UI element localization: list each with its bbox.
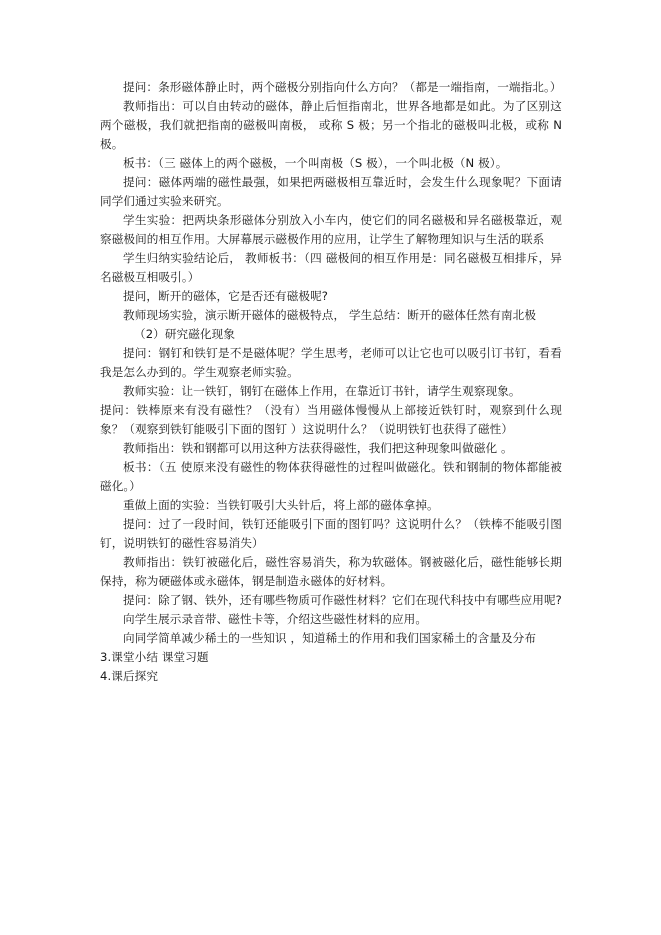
document-body bbox=[100, 78, 562, 686]
paragraph: 教师指出：铁和钢都可以用这种方法获得磁性，我们把这种现象叫做磁化 。 bbox=[123, 441, 513, 455]
paragraph: 提问，断开的磁体，它是否还有磁极呢? bbox=[123, 289, 329, 303]
subsection-heading: （2）研究磁化现象 bbox=[134, 327, 236, 341]
paragraph: 提问：铁棒原来有没有磁性？（没有）当用磁体慢慢从上部接近铁钉时，观察到什么现象？（观察到铁钉能吸引下面的图钉 ）这说明什么？（说明铁钉也获得了磁性） bbox=[100, 403, 562, 436]
paragraph: 教师指出：可以自由转动的磁体，静止后恒指南北，世界各地都是如此。为了区别这两个磁极，我们就把指南的磁极叫南极， 或称 S 极；另一个指北的磁极叫北极，或称 N 极。 bbox=[100, 99, 562, 151]
paragraph: 提问：过了一段时间，铁钉还能吸引下面的图钉吗？这说明什么？（铁棒不能吸引图钉，说明铁钉的磁性容易消失） bbox=[100, 517, 562, 550]
section-heading: 4.课后探究 bbox=[100, 669, 159, 683]
paragraph: 板书：（三 磁体上的两个磁极，一个叫南极（S 极），一个叫北极（N 极）。 bbox=[123, 156, 508, 170]
paragraph: 学生实验：把两块条形磁体分别放入小车内，使它们的同名磁极和异名磁极靠近，观察磁极间的相互作用。大屏幕展示磁极作用的应用，让学生了解物理知识与生活的联系 bbox=[100, 213, 562, 246]
paragraph: 重做上面的实验：当铁钉吸引大头针后，将上部的磁体拿掉。 bbox=[123, 498, 439, 512]
paragraph: 教师实验：让一铁钉，钢钉在磁体上作用，在靠近订书针，请学生观察现象。 bbox=[123, 384, 521, 398]
paragraph: 提问：除了钢、铁外，还有哪些物质可作磁性材料？它们在现代科技中有哪些应用呢? bbox=[123, 593, 562, 607]
paragraph: 教师指出：铁钉被磁化后，磁性容易消失，称为软磁体。钢被磁化后，磁性能够长期保持，称为硬磁体或永磁体，钢是制造永磁体的好材料。 bbox=[100, 555, 562, 588]
section-heading: 3.课堂小结 课堂习题 bbox=[100, 650, 209, 664]
paragraph: 提问：磁体两端的磁性最强，如果把两磁极相互靠近时，会发生什么现象呢？下面请同学们通过实验来研究。 bbox=[100, 175, 562, 208]
paragraph: 提问：钢钉和铁钉是不是磁体呢？学生思考，老师可以让它也可以吸引订书钉，看看我是怎么办到的。学生观察老师实验。 bbox=[100, 346, 562, 379]
paragraph: 板书：（五 使原来没有磁性的物体获得磁性的过程叫做磁化。铁和钢制的物体都能被磁化。） bbox=[100, 460, 562, 493]
paragraph: 向学生展示录音带、磁性卡等，介绍这些磁性材料的应用。 bbox=[123, 612, 428, 626]
paragraph: 教师现场实验，演示断开磁体的磁极特点， 学生总结：断开的磁体任然有南北极 bbox=[123, 308, 537, 322]
paragraph: 向同学简单减少稀土的一些知识 ，知道稀土的作用和我们国家稀土的含量及分布 bbox=[123, 631, 537, 645]
paragraph: 学生归纳实验结论后， 教师板书：（四 磁极间的相互作用是：同名磁极互相排斥，异名磁极互相吸引。） bbox=[100, 251, 562, 284]
paragraph: 提问：条形磁体静止时，两个磁极分别指向什么方向？（都是一端指南，一端指北。） bbox=[123, 80, 562, 94]
